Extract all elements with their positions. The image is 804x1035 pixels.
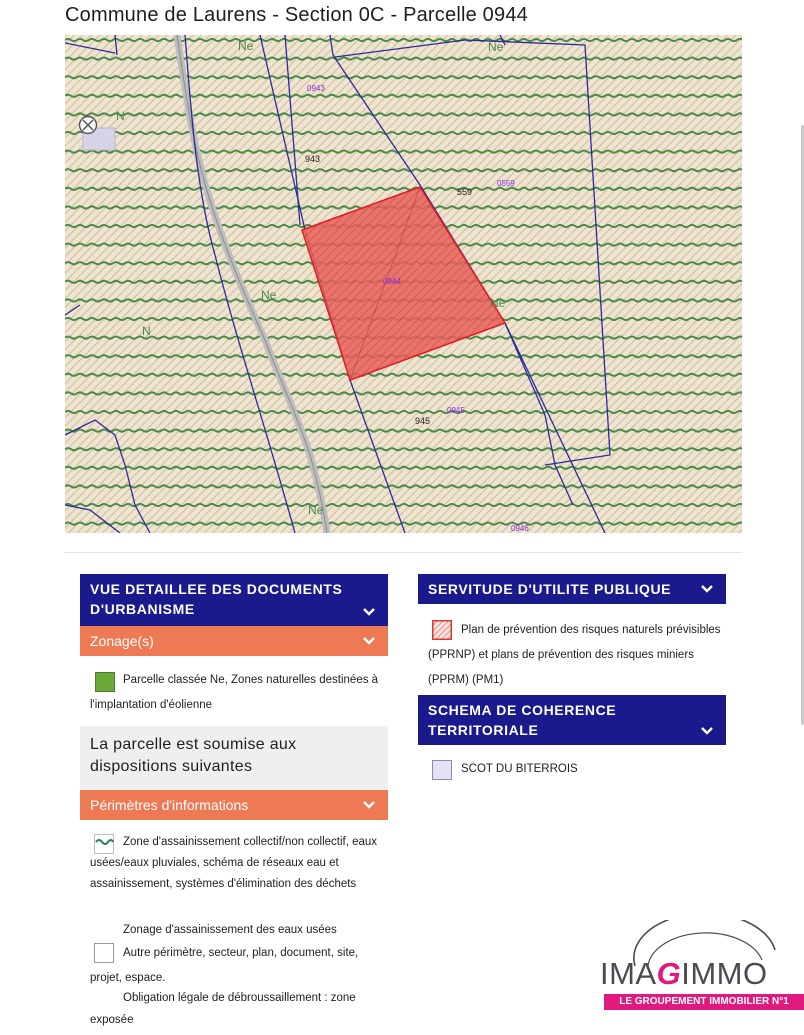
logo-tagline: LE GROUPEMENT IMMOBILIER N°1 — [604, 994, 804, 1010]
map-label-0944: 0944 — [383, 277, 401, 286]
map-label-0945-purple: 0945 — [447, 406, 465, 415]
imagimmo-logo — [600, 920, 804, 1032]
logo-word-part1: IMA — [600, 956, 657, 991]
zone-label-ne-middle: Ne — [261, 288, 277, 302]
perimetre-item-2-text: Autre périmètre, secteur, plan, document, site, projet, espace. — [90, 947, 359, 984]
perimetre-item-2-sub — [90, 987, 380, 1031]
urbanisme-header-title: VUE DETAILLEE DES DOCUMENTS D'URBANISME — [90, 581, 343, 617]
servitude-item — [428, 618, 728, 693]
scot-header-title: SCHEMA DE COHERENCE TERRITORIALE — [428, 702, 617, 738]
map-canvas[interactable] — [65, 35, 742, 533]
chevron-down-icon[interactable] — [362, 605, 376, 619]
chevron-down-icon[interactable] — [362, 798, 376, 812]
logo-wordmark — [600, 956, 768, 992]
servitude-header-title: SERVITUDE D'UTILITE PUBLIQUE — [428, 581, 672, 597]
map-label-559: 559 — [457, 187, 473, 197]
zone-label-n-left: N — [142, 324, 151, 338]
scot-item: SCOT DU BITERROIS — [461, 763, 578, 775]
scot-header[interactable] — [418, 695, 726, 745]
zone-label-ne-top-right: Ne — [488, 40, 504, 54]
perimetre-item-1-text: Zone d'assainissement collectif/non collectif, eaux usées/eaux pluviales, schéma de réseaux eau et assainissement, systèmes d'élimination des déchets — [90, 836, 378, 890]
perimetres-header-title: Périmètres d'informations — [90, 797, 249, 813]
logo-word-accent: G — [656, 956, 682, 991]
zone-label-ne-parcel-right: Ne — [490, 296, 506, 310]
map-label-945: 945 — [415, 416, 431, 426]
chevron-down-icon[interactable] — [362, 634, 376, 648]
map-label-943: 943 — [305, 154, 321, 164]
perimetre-item-2 — [90, 941, 390, 991]
zonage-item — [90, 668, 390, 718]
perimetres-header[interactable] — [80, 790, 388, 820]
dispositions-title: La parcelle est soumise aux dispositions suivantes — [80, 726, 388, 790]
logo-word-part2: IMMO — [681, 956, 768, 991]
zonage-item-text: Parcelle classée Ne, Zones naturelles destinées à l'implantation d'éolienne — [90, 674, 379, 711]
chevron-down-icon[interactable] — [700, 582, 714, 596]
servitude-header[interactable] — [418, 574, 726, 604]
section-divider — [65, 552, 742, 553]
map-label-0946: 0946 — [511, 524, 529, 533]
lavender-square-icon — [432, 760, 452, 780]
zone-label-ne-top-left: Ne — [238, 39, 254, 53]
cadastral-map[interactable] — [65, 35, 742, 533]
perimetre-item-2-sub-text: Obligation légale de débroussaillement : zone exposée — [90, 992, 356, 1026]
zonage-header-title: Zonage(s) — [90, 633, 154, 649]
servitude-item-text: Plan de prévention des risques naturels prévisibles (PPRNP) et plans de prévention des risques miniers (PPRM) (PM1) — [428, 624, 721, 686]
perimetre-item-1 — [90, 832, 390, 895]
map-label-0943-purple: 0943 — [307, 84, 325, 93]
perimetre-item-1-sub: Zonage d'assainissement des eaux usées — [123, 924, 337, 936]
chevron-down-icon[interactable] — [700, 724, 714, 738]
page-title: Commune de Laurens - Section 0C - Parcelle 0944 — [65, 4, 528, 26]
zonage-header[interactable] — [80, 626, 388, 656]
zone-label-n-left-top: N — [116, 109, 125, 123]
zone-label-ne-bottom: Ne — [308, 503, 324, 517]
map-label-0559: 0559 — [497, 179, 515, 188]
urbanisme-header[interactable] — [80, 574, 388, 626]
